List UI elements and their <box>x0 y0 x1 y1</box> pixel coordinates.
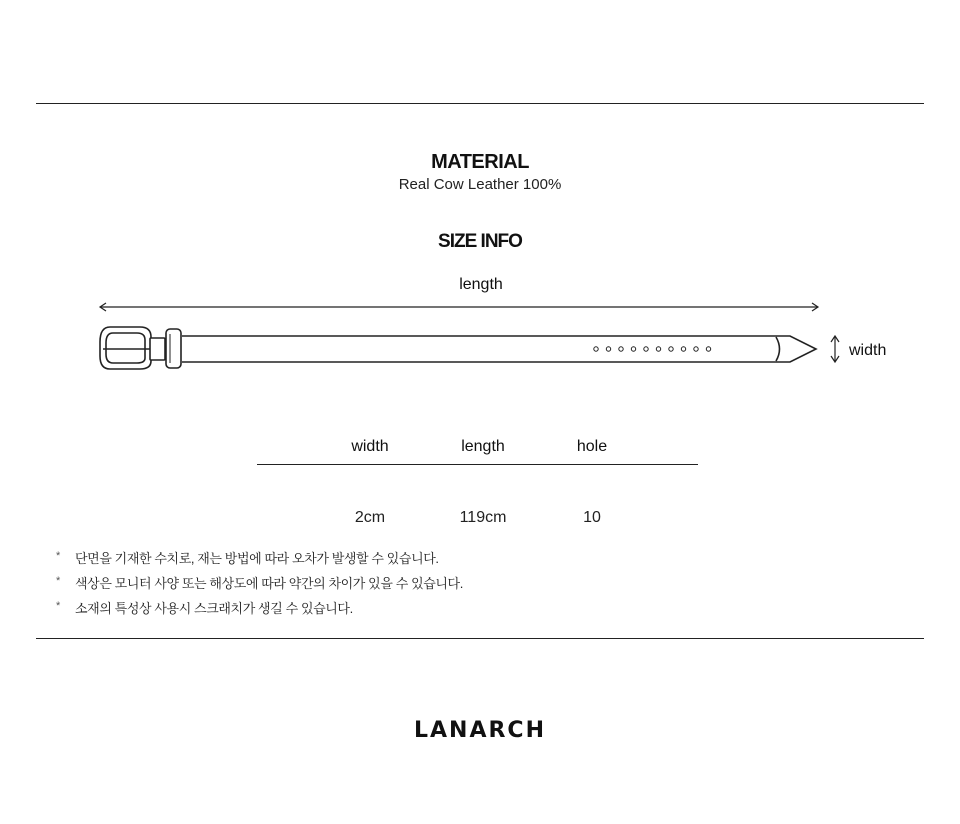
value-length: 119cm <box>459 509 507 526</box>
belt-hole <box>681 347 685 351</box>
notes-list <box>56 548 916 623</box>
belt-hole <box>669 347 673 351</box>
length-label: length <box>459 276 503 293</box>
note-text: 단면을 기재한 수치로, 재는 방법에 따라 오차가 발생할 수 있습니다. <box>75 551 439 566</box>
length-arrow <box>100 303 818 311</box>
top-divider <box>36 103 924 104</box>
note-text: 색상은 모니터 사양 또는 해상도에 따라 약간의 차이가 있을 수 있습니다. <box>75 576 463 591</box>
header-width: width <box>351 438 389 455</box>
belt-buckle <box>100 327 181 369</box>
note-item <box>56 573 916 598</box>
header-length: length <box>461 438 505 455</box>
width-arrow <box>831 336 839 362</box>
note-item <box>56 598 916 623</box>
header-hole: hole <box>576 438 608 455</box>
material-value: Real Cow Leather 100% <box>398 176 562 193</box>
belt-hole <box>619 347 623 351</box>
belt-holes <box>594 347 711 351</box>
brand-logo: LANARCH <box>414 718 546 743</box>
belt-hole <box>631 347 635 351</box>
belt-hole <box>694 347 698 351</box>
note-asterisk: * <box>56 575 60 587</box>
size-table-row <box>257 465 698 526</box>
value-width: 2cm <box>354 509 386 526</box>
size-table <box>257 436 698 526</box>
width-label: width <box>849 342 887 359</box>
size-table-header <box>257 436 698 465</box>
belt-hole <box>706 347 710 351</box>
belt-diagram <box>0 270 960 390</box>
note-asterisk: * <box>56 550 60 562</box>
belt-hole <box>644 347 648 351</box>
belt-hole <box>594 347 598 351</box>
material-title: MATERIAL <box>431 151 529 173</box>
belt-hole <box>606 347 610 351</box>
belt-strap <box>182 336 816 362</box>
bottom-divider <box>36 638 924 639</box>
note-text: 소재의 특성상 사용시 스크래치가 생길 수 있습니다. <box>75 601 353 616</box>
belt-hole <box>656 347 660 351</box>
size-info-title: SIZE INFO <box>438 231 522 252</box>
value-hole: 10 <box>583 509 601 526</box>
note-asterisk: * <box>56 600 60 612</box>
note-item <box>56 548 916 573</box>
